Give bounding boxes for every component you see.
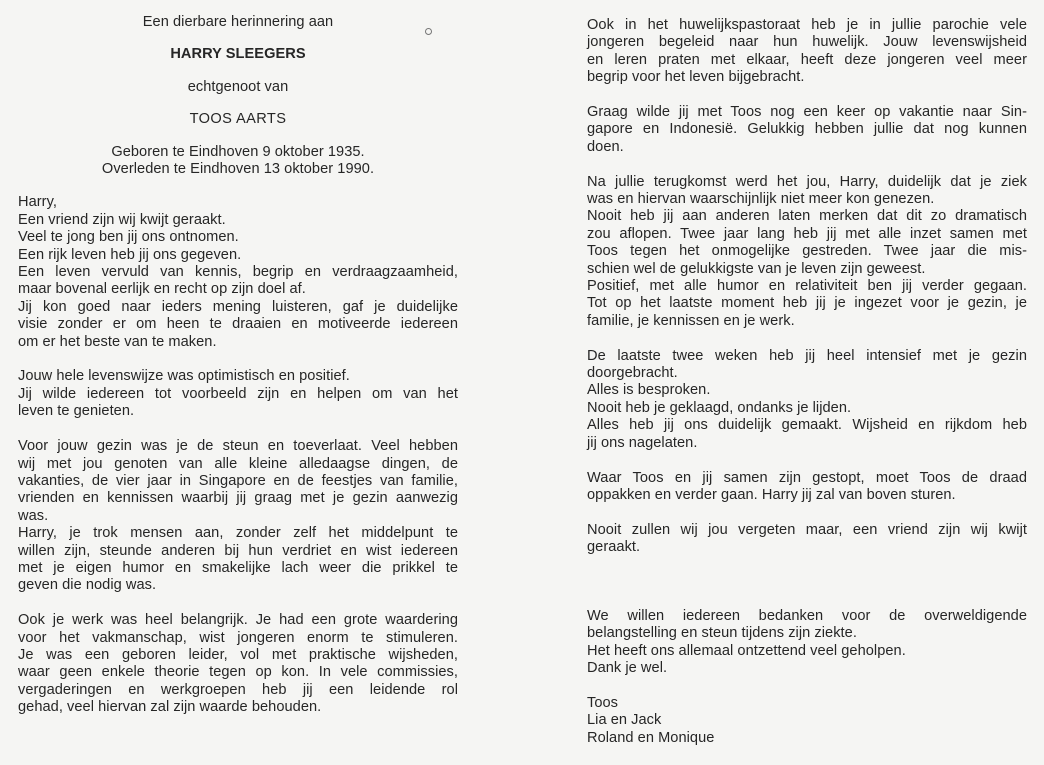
text-line: vergaderingen en werkgroepen heb jij een leidende rol [18, 681, 458, 698]
text-line: Waar Toos en jij samen zijn gestopt, moet Toos de draad [587, 469, 1027, 486]
deceased-name: HARRY SLEEGERS [170, 46, 306, 63]
text-line: Veel te jong ben jij ons ontnomen. [18, 229, 239, 246]
left-column [18, 14, 458, 717]
right-paragraph [587, 174, 1027, 331]
text-line: visie zonder er om heen te draaien en motiveerde iedereen [18, 316, 458, 333]
text-line: jongeren begeleid naar hun huwelijk. Jouw levenswijsheid [587, 34, 1027, 51]
text-line: zou aflopen. Twee jaar lang heb jij met alle inzet samen met [587, 225, 1027, 242]
text-line: was en hiervan waarschijnlijk niet meer kon genezen. [587, 191, 935, 208]
text-line: schien wel de gelukkigste van je leven zijn geweest. [587, 260, 926, 277]
text-line: Alles is besproken. [587, 382, 711, 399]
death-line: Overleden te Eindhoven 13 oktober 1990. [101, 161, 375, 178]
text-line: Je was een geboren leider, vol met praktische wijsheden, [18, 646, 458, 663]
left-paragraph [18, 438, 458, 595]
text-line: voor het vakmanschap, wist jongeren enorm te stimuleren. [18, 629, 458, 646]
text-line: Ook in het huwelijkspastoraat heb je in jullie parochie vele [587, 17, 1027, 33]
text-line: om er het beste van te maken. [18, 333, 217, 350]
text-line: doen. [587, 138, 624, 155]
text-line: en leren praten met elkaar, heeft deze jongeren veel meer [587, 51, 1027, 68]
text-line: gehad, veel hiervan zal zijn waarde behouden. [18, 699, 322, 716]
right-column [587, 17, 1027, 747]
thanks-paragraph [587, 608, 1027, 678]
text-line: Graag wilde jij met Toos nog een keer op vakantie naar Sin- [587, 104, 1027, 121]
text-line: Een rijk leven heb jij ons gegeven. [18, 246, 242, 263]
text-line: Nooit heb jij aan anderen laten merken dat dit zo dramatisch [587, 208, 1027, 225]
text-line: geven die nodig was. [18, 577, 157, 594]
right-paragraph [587, 348, 1027, 452]
text-line: De laatste twee weken heb jij heel intensief met je gezin [587, 347, 1027, 364]
left-paragraph [18, 612, 458, 716]
right-paragraph [587, 470, 1027, 505]
left-paragraph [18, 194, 458, 351]
text-line: Na jullie terugkomst werd het jou, Harry, duidelijk dat je ziek [587, 173, 1027, 190]
text-line: waar geen enkele theorie tegen op kon. In vele commissies, [18, 664, 458, 681]
text-line: Positief, met alle humor en relativiteit ben jij verder gegaan. [587, 278, 1027, 295]
text-line: Nooit heb je geklaagd, ondanks je lijden. [587, 399, 852, 416]
signatories [587, 695, 1027, 747]
heading-intro: Een dierbare herinnering aan [142, 14, 334, 30]
text-line: familie, je kennissen en je werk. [587, 312, 795, 329]
birth-line: Geboren te Eindhoven 9 oktober 1935. [111, 143, 365, 160]
text-line: jij ons nagelaten. [587, 434, 698, 451]
text-line: Jouw hele levenswijze was optimistisch en positief. [18, 368, 350, 385]
text-line: Jij kon goed naar ieders mening luisteren, gaf je duidelijke [18, 298, 458, 315]
text-line: Voor jouw gezin was je de steun en toeverlaat. Veel hebben [18, 438, 458, 455]
signatory: Toos [587, 694, 619, 711]
text-line: vrienden en kennissen waarbij jij graag met je gezin aanwezig [18, 490, 458, 507]
text-line: Nooit zullen wij jou vergeten maar, een vriend zijn wij kwijt [587, 521, 1027, 538]
text-line: leven te genieten. [18, 403, 135, 420]
text-line: begrip voor het leven bijgebracht. [587, 69, 805, 86]
text-line: Het heeft ons allemaal ontzettend veel geholpen. [587, 642, 906, 659]
text-line: wij met jou genoten van alle kleine alledaagse dingen, de [18, 455, 458, 472]
text-line: doorgebracht. [587, 365, 678, 382]
text-line: oppakken en verder gaan. Harry jij zal van boven sturen. [587, 486, 956, 503]
text-line: Ook je werk was heel belangrijk. Je had een grote waardering [18, 612, 458, 629]
signatory: Lia en Jack [587, 712, 662, 729]
text-line: met je eigen humor en smakelijke lach weer die prikkel te [18, 559, 458, 576]
spouse-label: echtgenoot van [187, 78, 289, 95]
text-line: Harry, [18, 194, 57, 211]
text-line: vakanties, de vier jaar in Singapore en de feestjes van familie, [18, 472, 458, 489]
spacer [587, 574, 1027, 608]
text-line: Jij wilde iedereen tot voorbeeld zijn en helpen om van het [18, 385, 458, 402]
spouse-name: TOOS AARTS [189, 111, 287, 128]
life-dates [18, 144, 458, 179]
text-line: Dank je wel. [587, 660, 668, 677]
text-line: gapore en Indonesië. Gelukkig hebben jullie dat nog kunnen [587, 121, 1027, 138]
text-line: Harry, je trok mensen aan, zonder zelf het middelpunt te [18, 525, 458, 542]
text-line: was. [18, 507, 49, 524]
text-line: Tot op het laatste moment heb jij je ingezet voor je gezin, je [587, 295, 1027, 312]
left-paragraph [18, 368, 458, 420]
text-line: Een leven vervuld van kennis, begrip en verdraagzaamheid, [18, 264, 458, 281]
text-line: Toos tegen het onmogelijke gestreden. Twee jaar die mis- [587, 243, 1027, 260]
right-paragraph [587, 17, 1027, 87]
text-line: Alles heb jij ons duidelijk gemaakt. Wijsheid en rijkdom heb [587, 417, 1027, 434]
text-line: maar bovenal eerlijk en recht op zijn doel af. [18, 281, 306, 298]
text-line: belangstelling en steun tijdens zijn ziekte. [587, 625, 857, 642]
right-paragraph [587, 522, 1027, 557]
text-line: Een vriend zijn wij kwijt geraakt. [18, 211, 226, 228]
right-paragraph [587, 104, 1027, 156]
text-line: We willen iedereen bedanken voor de overweldigende [587, 607, 1027, 624]
text-line: willen zijn, steunde anderen bij hun verdriet en wist iedereen [18, 542, 458, 559]
signatory: Roland en Monique [587, 729, 715, 746]
text-line: geraakt. [587, 539, 641, 556]
